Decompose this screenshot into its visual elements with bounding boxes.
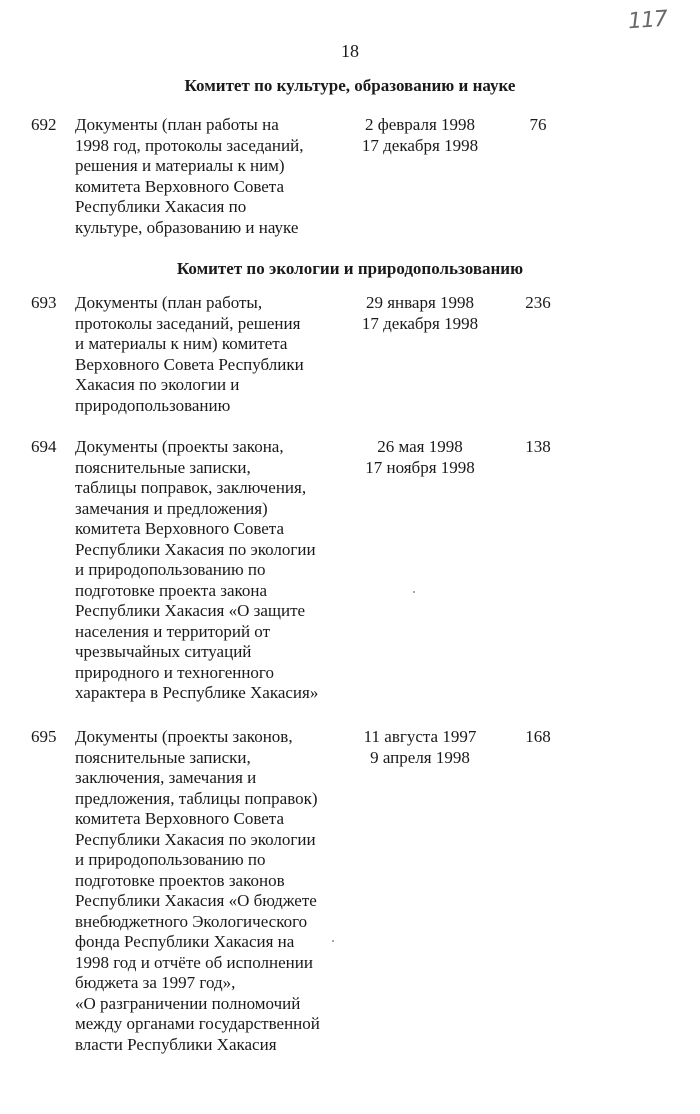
entry-number: 692 xyxy=(31,115,57,134)
entry-sheet-count: 236 xyxy=(525,293,551,312)
entry-description: Документы (проекты законов, пояснительные записки, заключения, замечания и предложения, таблицы поправок) комитета Верховного Совета Республики Хакасия по экологии и природопользованию по подготовке проектов законов Республики Хакасия «О бюджете внебюджетного Экологического фонда Республики Хакасия на 1998 год и отчёте об исполнении бюджета за 1997 год», «О разграничении полномочий между органами государственной власти Республики Хакасия xyxy=(75,727,320,1054)
entry-date-start: 11 августа 1997 xyxy=(363,727,477,746)
entry-date-start: 2 февраля 1998 xyxy=(364,115,476,134)
entry-description: Документы (план работы на 1998 год, протоколы заседаний, решения и материалы к ним) комитета Верховного Совета Республики Хакасия по культуре, образованию и науке xyxy=(75,115,304,237)
entry-sheet-count: 138 xyxy=(525,437,551,456)
page-number: 18 xyxy=(341,41,359,61)
section-title-ecology: Комитет по экологии и природопользованию xyxy=(176,259,524,278)
entry-date-start: 29 января 1998 xyxy=(365,293,475,312)
entry-sheet-count: 76 xyxy=(529,115,547,134)
scan-speck xyxy=(413,591,415,593)
scan-speck xyxy=(332,940,334,942)
entry-description: Документы (проекты закона, пояснительные записки, таблицы поправок, заключения, замечания и предложения) комитета Верховного Совета Республики Хакасия по экологии и природопользованию по подготовке проекта закона Республики Хакасия «О защите населения и территорий от чрезвычайных ситуаций природного и техногенного характера в Республике Хакасия» xyxy=(75,437,319,702)
entry-number: 694 xyxy=(31,437,57,456)
entry-dates xyxy=(340,115,500,156)
entry-number: 695 xyxy=(31,727,57,746)
entry-dates xyxy=(340,437,500,478)
entry-sheet-count: 168 xyxy=(525,727,551,746)
entry-date-end: 17 декабря 1998 xyxy=(361,135,479,155)
entry-description: Документы (план работы, протоколы заседаний, решения и материалы к ним) комитета Верховного Совета Республики Хакасия по экологии и природопользованию xyxy=(75,293,304,415)
entry-dates xyxy=(340,293,500,334)
entry-dates xyxy=(340,727,500,768)
entry-date-start: 26 мая 1998 xyxy=(377,437,463,456)
section-title-culture: Комитет по культуре, образованию и науке xyxy=(184,76,516,95)
archive-sheet-mark: 117 xyxy=(627,6,668,35)
entry-date-end: 17 декабря 1998 xyxy=(361,313,479,333)
entry-date-end: 17 ноября 1998 xyxy=(365,457,475,477)
entry-date-end: 9 апреля 1998 xyxy=(370,747,470,767)
entry-number: 693 xyxy=(31,293,57,312)
